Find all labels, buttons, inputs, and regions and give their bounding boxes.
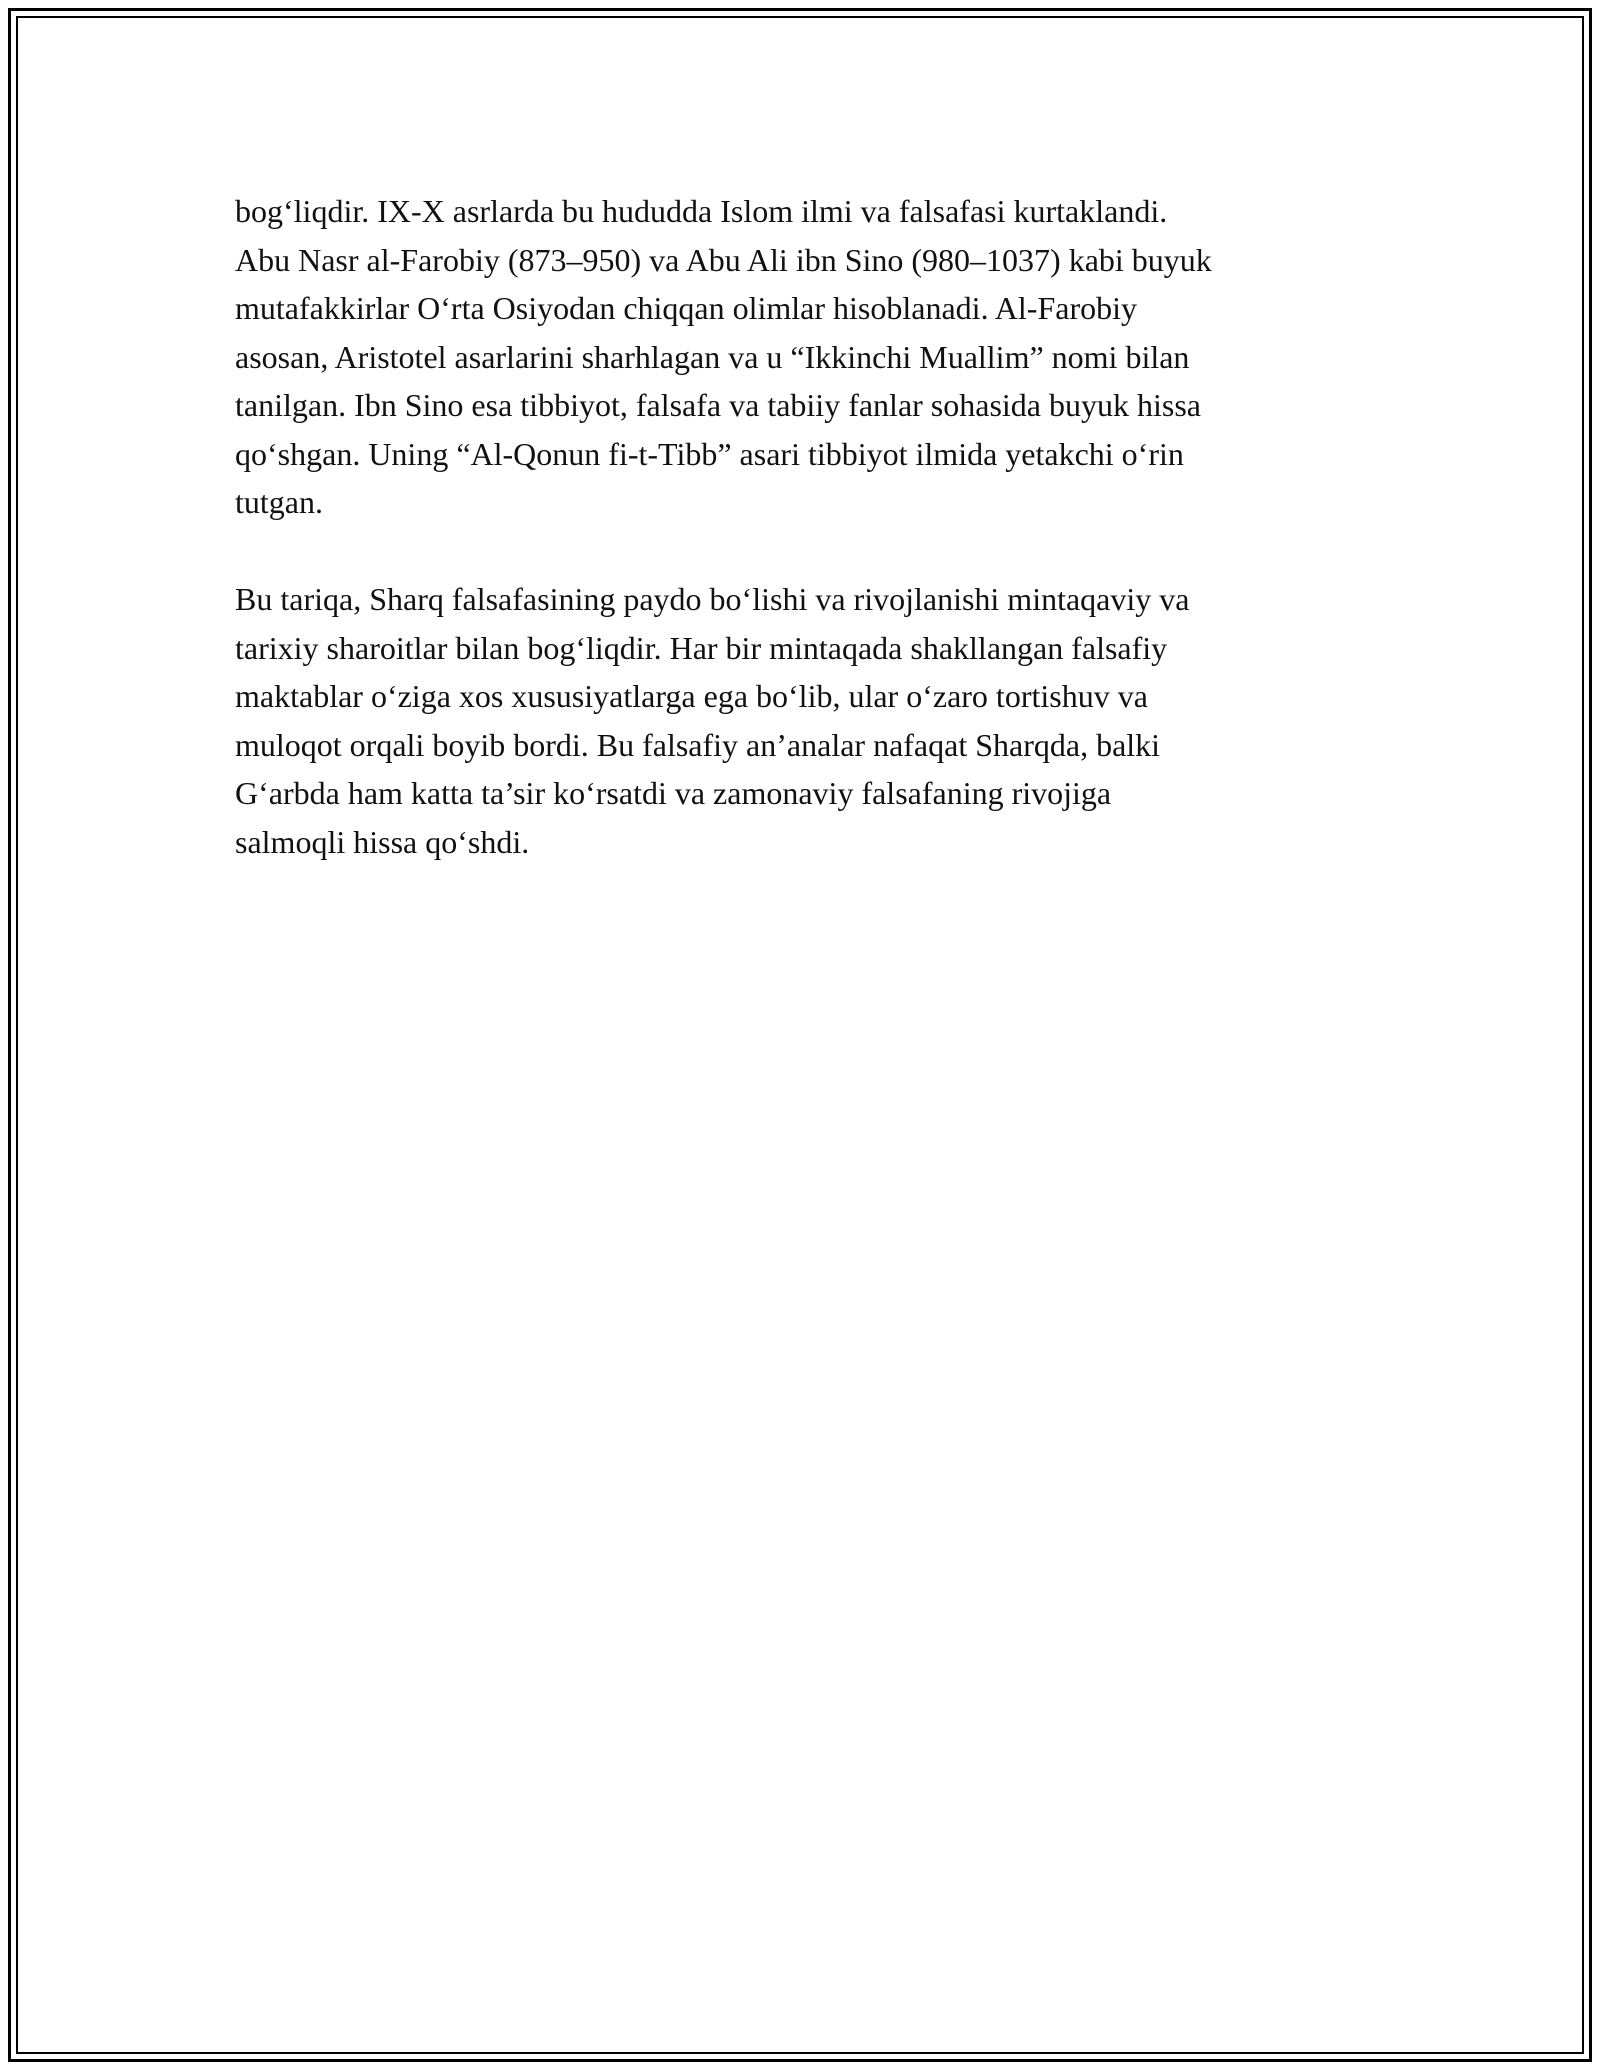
text-line: tarixiy sharoitlar bilan bog‘liqdir. Har bir mintaqada shakllangan falsafiy [235,629,1168,666]
text-line: bog‘liqdir. IX-X asrlarda bu hududda Islom ilmi va falsafasi kurtaklandi. [235,193,1168,229]
text-line: mutafakkirlar O‘rta Osiyodan chiqqan olimlar hisoblanadi. Al-Farobiy [235,290,1137,326]
text-line: G‘arbda ham katta ta’sir ko‘rsatdi va zamonaviy falsafaning rivojiga [235,775,1112,811]
text-line: asosan, Aristotel asarlarini sharhlagan va u “Ikkinchi Muallim” nomi bilan [235,338,1190,375]
text-line: Bu tariqa, Sharq falsafasining paydo bo‘lishi va rivojlanishi mintaqaviy va [235,581,1190,617]
paragraph-1 [235,187,1375,527]
text-line: muloqot orqali boyib bordi. Bu falsafiy an’analar nafaqat Sharqda, balki [235,726,1161,763]
text-line: tanilgan. Ibn Sino esa tibbiyot, falsafa va tabiiy fanlar sohasida buyuk hissa [235,387,1201,423]
paragraph-2 [235,575,1375,866]
text-line: salmoqli hissa qo‘shdi. [235,823,530,860]
text-line: tutgan. [235,484,323,520]
text-line: maktablar o‘ziga xos xususiyatlarga ega bo‘lib, ular o‘zaro tortishuv va [235,678,1148,714]
document-body [235,187,1375,866]
text-line: qo‘shgan. Uning “Al-Qonun fi-t-Tibb” asari tibbiyot ilmida yetakchi o‘rin [235,435,1184,472]
text-line: Abu Nasr al-Farobiy (873–950) va Abu Ali ibn Sino (980–1037) kabi buyuk [235,241,1212,278]
